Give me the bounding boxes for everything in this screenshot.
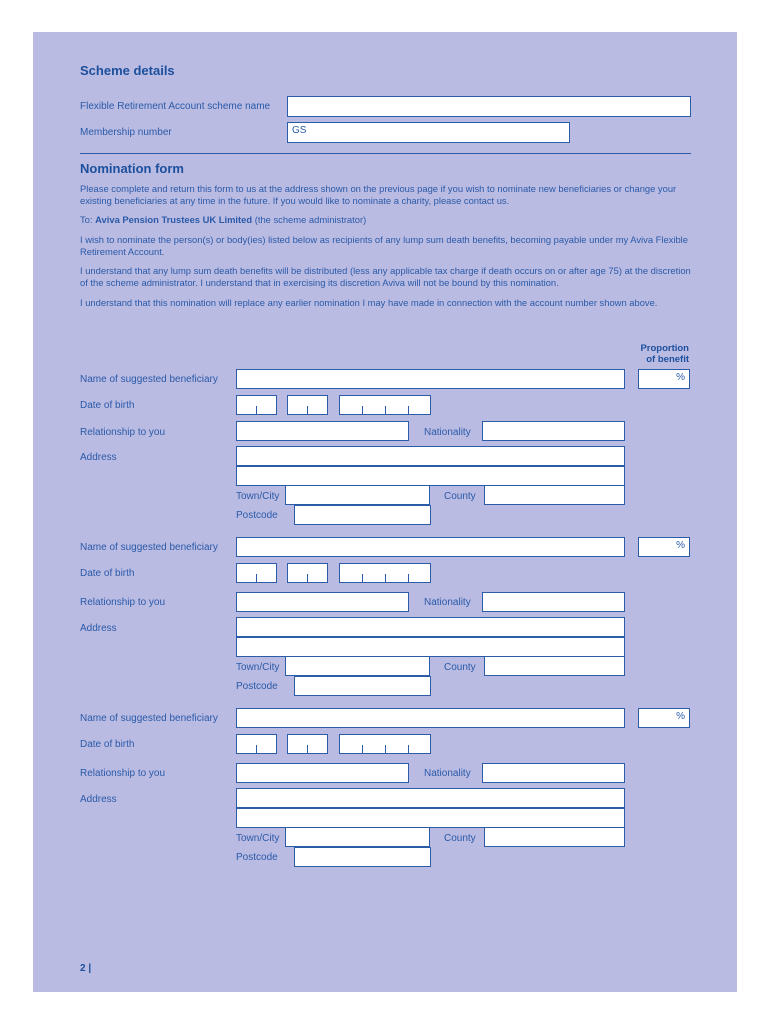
address-label: Address (80, 452, 117, 463)
relationship-field[interactable] (236, 592, 409, 612)
intro-paragraph: Please complete and return this form to us at the address shown on the previous page if you wish to nominate new beneficiaries or change your existing beneficiaries at any time in the future. If you would like to nominate a charity, please contact us. (80, 183, 677, 206)
county-label: County (444, 662, 476, 673)
county-field[interactable] (484, 485, 625, 505)
relationship-field[interactable] (236, 421, 409, 441)
county-field[interactable] (484, 827, 625, 847)
dob-year-field[interactable] (339, 563, 431, 583)
proportion-header-line1: Proportion (640, 343, 689, 354)
dob-month-field[interactable] (287, 395, 328, 415)
proportion-header-line2: of benefit (646, 354, 689, 365)
county-label: County (444, 491, 476, 502)
nationality-field[interactable] (482, 592, 625, 612)
proportion-header (631, 343, 689, 365)
to-suffix: (the scheme administrator) (252, 214, 367, 225)
dob-label: Date of birth (80, 739, 135, 750)
nationality-label: Nationality (424, 597, 471, 608)
address-line1-field[interactable] (236, 446, 625, 466)
dob-label: Date of birth (80, 400, 135, 411)
address-line2-field[interactable] (236, 466, 625, 486)
town-label: Town/City (236, 833, 280, 844)
scheme-details-heading: Scheme details (80, 63, 175, 78)
address-label: Address (80, 794, 117, 805)
relationship-label: Relationship to you (80, 427, 166, 438)
county-field[interactable] (484, 656, 625, 676)
town-field[interactable] (285, 485, 430, 505)
town-label: Town/City (236, 491, 280, 502)
postcode-label: Postcode (236, 510, 278, 521)
proportion-field[interactable]: % (638, 537, 690, 557)
address-line1-field[interactable] (236, 788, 625, 808)
postcode-field[interactable] (294, 847, 431, 867)
dob-day-field[interactable] (236, 395, 277, 415)
postcode-label: Postcode (236, 852, 278, 863)
dob-year-field[interactable] (339, 734, 431, 754)
postcode-field[interactable] (294, 505, 431, 525)
scheme-name-label: Flexible Retirement Account scheme name (80, 101, 271, 112)
dob-month-field[interactable] (287, 563, 328, 583)
scheme-name-field[interactable] (287, 96, 691, 117)
town-field[interactable] (285, 827, 430, 847)
dob-label: Date of birth (80, 568, 135, 579)
relationship-label: Relationship to you (80, 597, 166, 608)
county-label: County (444, 833, 476, 844)
relationship-field[interactable] (236, 763, 409, 783)
membership-number-label: Membership number (80, 127, 172, 138)
address-label: Address (80, 623, 117, 634)
nationality-label: Nationality (424, 768, 471, 779)
trustee-name: Aviva Pension Trustees UK Limited (95, 214, 253, 225)
proportion-field[interactable]: % (638, 708, 690, 728)
beneficiary-name-field[interactable] (236, 537, 625, 557)
proportion-field[interactable]: % (638, 369, 690, 389)
address-line2-field[interactable] (236, 808, 625, 828)
dob-month-field[interactable] (287, 734, 328, 754)
replace-paragraph: I understand that this nomination will replace any earlier nomination I may have made in connection with the account number shown above. (80, 297, 658, 308)
beneficiary-name-field[interactable] (236, 369, 625, 389)
discretion-paragraph: I understand that any lump sum death benefits will be distributed (less any applicable tax charge if death occurs on or after age 75) at the discretion of the scheme administrator. I understand that in exercising its discretion Aviva will not be bound by this nomination. (80, 265, 691, 288)
membership-number-field[interactable]: GS (287, 122, 570, 143)
address-line2-field[interactable] (236, 637, 625, 657)
postcode-label: Postcode (236, 681, 278, 692)
nominate-paragraph: I wish to nominate the person(s) or body(ies) listed below as recipients of any lump sum death benefits, becoming payable under my Aviva Flexible Retirement Account. (80, 234, 688, 257)
section-divider (80, 153, 691, 154)
dob-day-field[interactable] (236, 734, 277, 754)
nationality-label: Nationality (424, 427, 471, 438)
town-field[interactable] (285, 656, 430, 676)
page-number: 2 | (80, 963, 92, 974)
to-line (80, 214, 695, 226)
beneficiary-name-label: Name of suggested beneficiary (80, 374, 218, 385)
postcode-field[interactable] (294, 676, 431, 696)
to-prefix: To: (80, 214, 96, 225)
relationship-label: Relationship to you (80, 768, 166, 779)
nationality-field[interactable] (482, 763, 625, 783)
form-page (33, 32, 737, 992)
beneficiary-name-label: Name of suggested beneficiary (80, 713, 218, 724)
nationality-field[interactable] (482, 421, 625, 441)
address-line1-field[interactable] (236, 617, 625, 637)
dob-year-field[interactable] (339, 395, 431, 415)
nomination-form-heading: Nomination form (80, 161, 184, 176)
beneficiary-name-field[interactable] (236, 708, 625, 728)
town-label: Town/City (236, 662, 280, 673)
dob-day-field[interactable] (236, 563, 277, 583)
beneficiary-name-label: Name of suggested beneficiary (80, 542, 218, 553)
